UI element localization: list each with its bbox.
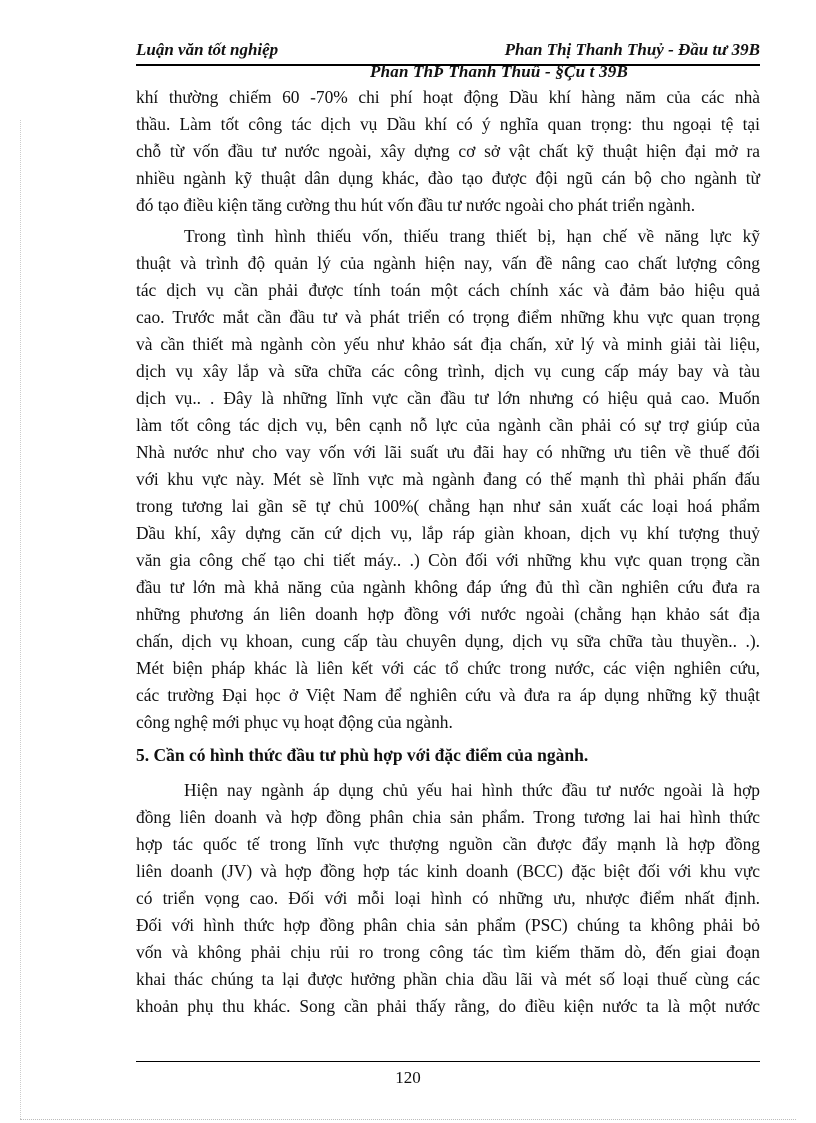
text-line: trong tương lai gần sẽ tự chủ 100%( chẳng hạn như sản xuất các loại hoá phẩm	[136, 496, 760, 516]
header-author-garbled: Phan ThÞ Thanh Thuû - §Çu t 39B	[370, 62, 628, 81]
header-author: Phan Thị Thanh Thuỷ - Đầu tư 39B	[504, 40, 760, 59]
text-line: Trong tình hình thiếu vốn, thiếu trang thiết bị, hạn chế về năng lực kỹ	[184, 226, 760, 246]
text-line: thầu. Làm tốt công tác dịch vụ Dầu khí có ý nghĩa quan trọng: thu ngoại tệ tại	[136, 114, 760, 134]
text-line: khai thác chúng ta lại được hưởng phần chia dầu lãi và mét số loại thuế cùng các	[136, 969, 760, 989]
text-line: dịch vụ.. . Đây là những lĩnh vực cần đầu tư lớn nhưng có hiệu quả cao. Muốn	[136, 388, 760, 408]
footer-divider	[136, 1061, 760, 1062]
text-line: Hiện nay ngành áp dụng chủ yếu hai hình thức đầu tư nước ngoài là hợp	[184, 780, 760, 800]
text-line: làm tốt công tác dịch vụ, bên cạnh nỗ lực của ngành cần phải có sự trợ giúp của	[136, 415, 760, 435]
text-line: dịch vụ xây lắp và sữa chữa các công trình, dịch vụ cung cấp máy bay và tàu	[136, 361, 760, 381]
text-line: chấn, dịch vụ khoan, cung cấp tàu chuyên dụng, dịch vụ sữa chữa tàu thuyền.. .).	[136, 631, 760, 651]
paragraph-3	[136, 777, 760, 1020]
text-line: Dầu khí, xây dựng căn cứ dịch vụ, lắp ráp giàn khoan, dịch vụ khí tượng thuỷ	[136, 523, 760, 543]
text-line: hợp tác quốc tế trong lĩnh vực thượng nguồn cần được đẩy mạnh là hợp đồng	[136, 834, 760, 854]
text-line: văn gia công chế tạo chi tiết máy.. .) Còn đối với những khu vực quan trọng cần	[136, 550, 760, 570]
text-line: nhiều ngành kỹ thuật dân dụng khác, đào tạo được đội ngũ cán bộ cho ngành từ	[136, 168, 760, 188]
text-line: những phương án liên doanh hợp đồng với nước ngoài (chẳng hạn khảo sát địa	[136, 604, 760, 624]
text-line: đầu tư lớn mà khả năng của ngành không đáp ứng đủ thì cần nghiên cứu đưa ra	[136, 577, 760, 597]
text-line: khoản phụ thu khác. Song cần phải thấy rằng, do điều kiện nước ta là một nước	[136, 996, 760, 1016]
text-line: với khu vực này. Mét sè lĩnh vực mà ngành đang có thế mạnh thì phải phấn đấu	[136, 469, 760, 489]
section-heading: 5. Cần có hình thức đầu tư phù hợp với đặc điểm của ngành.	[136, 745, 589, 765]
text-line: vốn và không phải chịu rủi ro trong công tác tìm kiếm thăm dò, đến giai đoạn	[136, 942, 760, 962]
text-line: cao. Trước mắt cần đầu tư và phát triển có trọng điểm những khu vực quan trọng	[136, 307, 760, 327]
text-line: tác dịch vụ cần phải được tính toán một cách chính xác và đảm bảo hiệu quả	[136, 280, 760, 300]
paragraph-2	[136, 223, 760, 736]
text-line: liên doanh (JV) và hợp đồng hợp tác kinh doanh (BCC) đặc biệt đối với khu vực	[136, 861, 760, 881]
text-line: đó tạo điều kiện tăng cường thu hút vốn đầu tư nước ngoài cho phát triển ngành.	[136, 195, 696, 215]
text-line: công nghệ mới phục vụ hoạt động của ngành.	[136, 712, 453, 732]
page-edge-left	[20, 120, 21, 1119]
page-number: 120	[395, 1068, 421, 1087]
text-line: khí thường chiếm 60 -70% chi phí hoạt động Dầu khí hàng năm của các nhà	[136, 87, 760, 107]
text-line: có triển vọng cao. Đối với mỗi loại hình có những ưu, nhược điểm nhất định.	[136, 888, 760, 908]
paragraph-1	[136, 84, 760, 219]
text-line: chỗ từ vốn đầu tư nước ngoài, xây dựng cơ sở vật chất kỹ thuật hiện đại mở ra	[136, 141, 760, 161]
text-line: đồng liên doanh và hợp đồng phân chia sản phẩm. Trong tương lai hai hình thức	[136, 807, 760, 827]
text-line: Mét biện pháp khác là liên kết với các tổ chức trong nước, các viện nghiên cứu,	[136, 658, 760, 678]
text-line: Nhà nước như cho vay vốn với lãi suất ưu đãi hay có những ưu tiên về thuế đối	[136, 442, 760, 462]
document-body	[136, 84, 760, 1024]
header-thesis-label: Luận văn tốt nghiệp	[136, 40, 279, 59]
text-line: và cần thiết mà ngành còn yếu như khảo sát địa chấn, xử lý và minh giải tài liệu,	[136, 334, 760, 354]
text-line: Đối với hình thức hợp đồng phân chia sản phẩm (PSC) chúng ta không phải bỏ	[136, 915, 760, 935]
text-line: thuật và trình độ quản lý của ngành hiện nay, vấn đề nâng cao chất lượng công	[136, 253, 760, 273]
page-edge-bottom	[20, 1119, 796, 1120]
text-line: các trường Đại học ở Việt Nam để nghiên cứu và đưa ra áp dụng những kỹ thuật	[136, 685, 760, 705]
